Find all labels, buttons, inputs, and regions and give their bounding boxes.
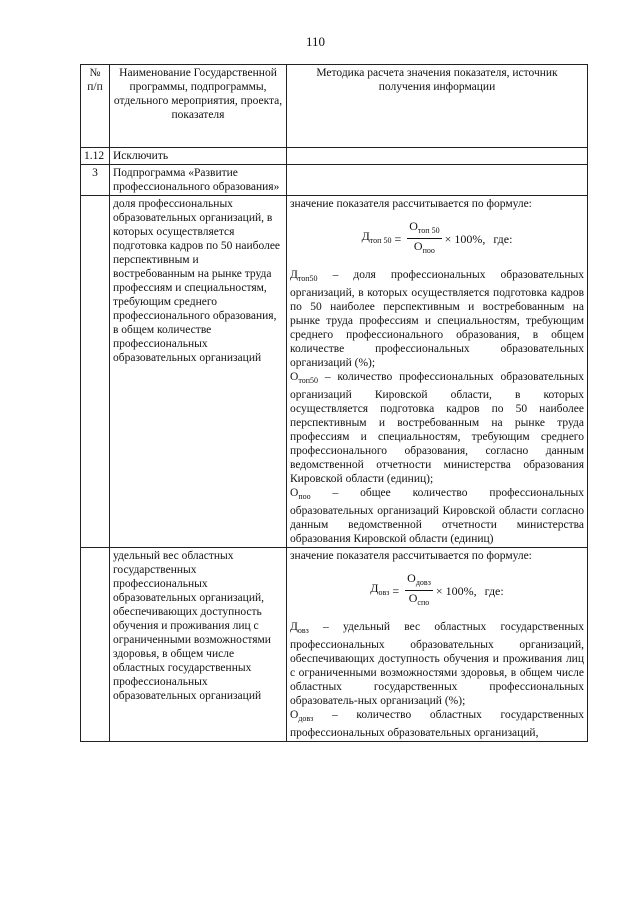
table-header-row bbox=[81, 65, 588, 148]
header-number: № п/п bbox=[81, 65, 110, 148]
row-number bbox=[81, 196, 110, 548]
formula-intro: значение показателя рассчитывается по формуле: bbox=[290, 198, 532, 210]
header-name: Наименование Государственной программы, подпрограммы, отдельного мероприятия, проекта, показателя bbox=[110, 65, 287, 148]
indicator-name: доля профессиональных образовательных организаций, в которых осуществляется подготовка кадров по 50 наиболее перспективным и востребованным на рынке труда профессиям и специальностям, требующим среднего профессионального образования, в общем количестве профессиональных образовательных организаций bbox=[110, 196, 287, 548]
formula: $Д_{топ 50}$ = $\frac{О_{топ 50}}{О_{поо}}$ × 100%, где: bbox=[290, 219, 584, 258]
definition: $Д_{овз}$ – удельный вес областных государственных профессиональных образовательных организаций, обеспечивающих доступность обучения и проживания лиц с ограниченными возможностями здоровья, в общем числе областных государственных профессиональных образователь-ных организаций (%); bbox=[290, 621, 585, 707]
table-row bbox=[81, 196, 588, 548]
definition: $О_{топ50}$ – количество профессиональных образовательных организаций Кировской области, в которых осуществляется подготовка кадров по 50 наиболее перспективным и востребованным на рынке труда профессиям и специальностям, требующим среднего профессионального образования, согласно данным ведомственной отчетности министерства образования Кировской области (единиц); bbox=[290, 371, 585, 485]
table-row bbox=[81, 148, 588, 165]
formula-tail: × 100%, bbox=[444, 231, 486, 246]
row-number: 1.12 bbox=[81, 148, 110, 165]
row-number: 3 bbox=[81, 165, 110, 196]
formula-where: где: bbox=[484, 583, 504, 598]
table-row bbox=[81, 548, 588, 742]
definition: $О_{довз}$ – количество областных государственных профессиональных образовательных организаций, bbox=[290, 709, 584, 739]
formula-lhs: $Д_{овз}$ bbox=[370, 581, 390, 597]
methodology-table bbox=[80, 64, 588, 742]
formula-where: где: bbox=[493, 231, 513, 246]
formula-fraction: $\frac{О_{топ 50}}{О_{поо}}$ bbox=[409, 219, 440, 255]
subprogram-name: Подпрограмма «Развитие профессионального образования» bbox=[110, 165, 287, 196]
formula-fraction: $\frac{О_{довз}}{О_{спо}}$ bbox=[407, 571, 431, 607]
indicator-name: удельный вес областных государственных профессиональных образовательных организаций, обеспечивающих доступность обучения и проживания лиц с ограниченными возможностями здоровья, в общем числе областных государственных профессиональных образовательных организаций bbox=[110, 548, 287, 742]
page-number: 110 bbox=[305, 34, 326, 49]
header-method: Методика расчета значения показателя, источник получения информации bbox=[287, 65, 588, 148]
formula-lhs: $Д_{топ 50}$ bbox=[361, 229, 392, 245]
row-method bbox=[287, 148, 588, 165]
row-name: Исключить bbox=[110, 148, 287, 165]
row-number bbox=[81, 548, 110, 742]
definition: $Д_{топ50}$ – доля профессиональных образовательных организаций, в которых осуществляется подготовка кадров по 50 наиболее перспективным и востребованным на рынке труда профессиям и специальностям, требующим среднего профессионального образования, в общем количестве профессиональных образовательных организаций (%); bbox=[290, 269, 585, 369]
table-row bbox=[81, 165, 588, 196]
indicator-method bbox=[287, 196, 588, 548]
formula: $Д_{овз}$ = $\frac{О_{довз}}{О_{спо}}$ × 100%, где: bbox=[290, 571, 584, 610]
indicator-method bbox=[287, 548, 588, 742]
definition: $О_{поо}$ – общее количество профессиональных образовательных организаций Кировской области согласно данным ведомственной отчетности министерства образования Кировской области (единиц) bbox=[290, 487, 584, 545]
row-method bbox=[287, 165, 588, 196]
formula-intro: значение показателя рассчитывается по формуле: bbox=[290, 550, 532, 562]
formula-tail: × 100%, bbox=[435, 583, 477, 598]
